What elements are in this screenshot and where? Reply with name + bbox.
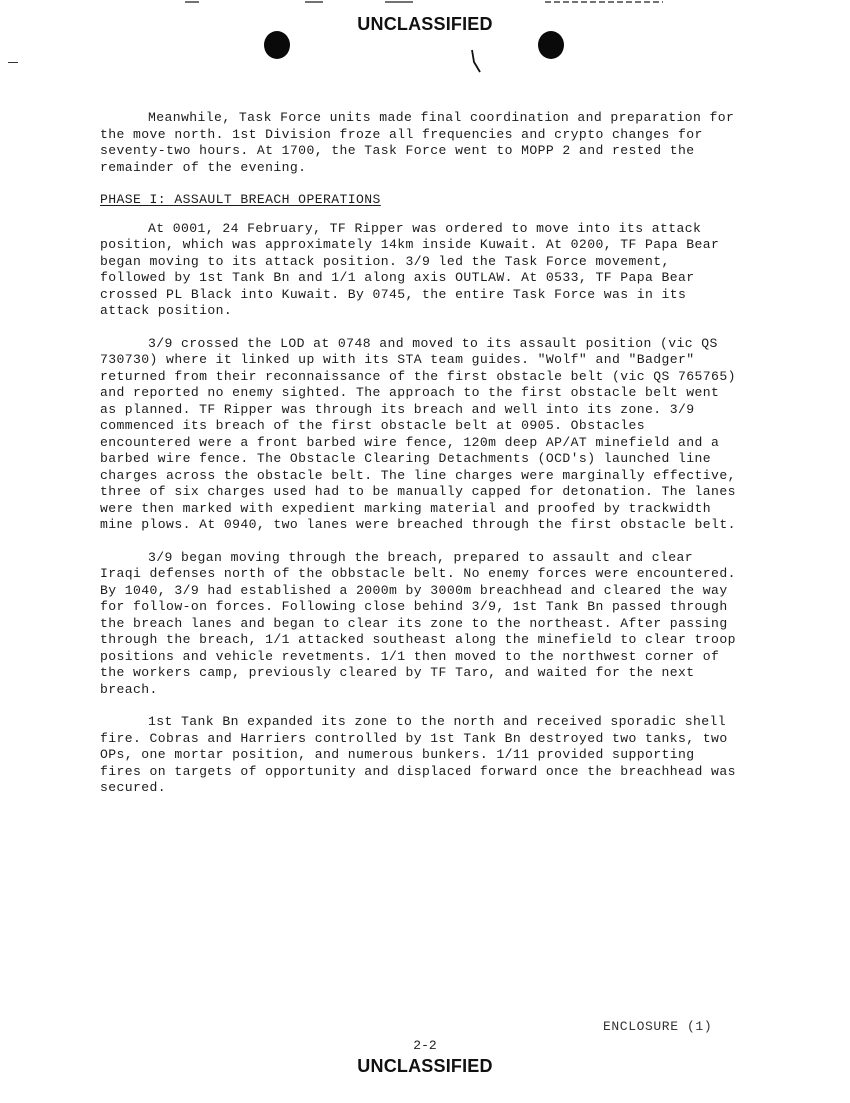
scan-edge-artifact — [185, 0, 665, 6]
page-number: 2-2 — [413, 1038, 437, 1053]
section-heading: PHASE I: ASSAULT BREACH OPERATIONS — [100, 192, 381, 207]
punch-hole-right — [538, 31, 564, 59]
enclosure-label: ENCLOSURE (1) — [603, 1019, 713, 1034]
classification-banner-bottom: UNCLASSIFIED — [357, 1056, 493, 1076]
punch-hole-left — [264, 31, 290, 59]
paragraph-tank-bn: 1st Tank Bn expanded its zone to the north and received sporadic shell fire. Cobras and Harriers controlled by 1st Tank Bn destroyed two tanks, two OPs, one mortar position, and numerous bunkers. 1/11 provided supporting fires on targets of opportunity and displaced forward once the breachhead was secured. — [100, 714, 736, 795]
pen-tick-mark — [469, 48, 483, 74]
margin-mark — [8, 62, 18, 63]
paragraph-coordination: Meanwhile, Task Force units made final coordination and preparation for the move north. 1st Division froze all frequencies and crypto changes for seventy-two hours. At 1700, the Task Force went to MOPP 2 and rested the remainder of the evening. — [100, 110, 735, 175]
classification-banner-top: UNCLASSIFIED — [357, 14, 493, 34]
paragraph-breachhead: 3/9 began moving through the breach, prepared to assault and clear Iraqi defenses north of the obbstacle belt. No enemy forces were encountered. By 1040, 3/9 had established a 2000m by 3000m breachhead and cleared the way for follow-on forces. Following close behind 3/9, 1st Tank Bn passed through the breach lanes and began to clear its zone to the northeast. After passing through the breach, 1/1 attacked southeast along the minefield to clear troop positions and vehicle revetments. 1/1 then moved to the northwest corner of the workers camp, previously cleared by TF Taro, and waited for the next breach. — [100, 549, 736, 697]
document-body — [100, 110, 740, 813]
paragraph-first-breach: 3/9 crossed the LOD at 0748 and moved to its assault position (vic QS 730730) where it linked up with its STA team guides. "Wolf" and "Badger" returned from their reconnaissance of the first obstacle belt (vic QS 765765) and reported no enemy sighted. The approach to the first obstacle belt went as planned. TF Ripper was through its breach and well into its zone. 3/9 commenced its breach of the first obstacle belt at 0905. Obstacles encountered were a front barbed wire fence, 120m deep AP/AT minefield and a barbed wire fence. The Obstacle Clearing Detachments (OCD's) launched line charges across the obstacle belt. The line charges were marginally effective, three of six charges used had to be manually capped for detonation. The lanes were then marked with expedient marking material and proofed by trackwidth mine plows. At 0940, two lanes were breached through the first obstacle belt. — [100, 335, 736, 532]
paragraph-attack-position: At 0001, 24 February, TF Ripper was ordered to move into its attack position, which was approximately 14km inside Kuwait. At 0200, TF Papa Bear began moving to its attack position. 3/9 led the Task Force movement, followed by 1st Tank Bn and 1/1 along axis OUTLAW. At 0533, TF Papa Bear crossed PL Black into Kuwait. By 0745, the entire Task Force was in its attack position. — [100, 220, 720, 318]
